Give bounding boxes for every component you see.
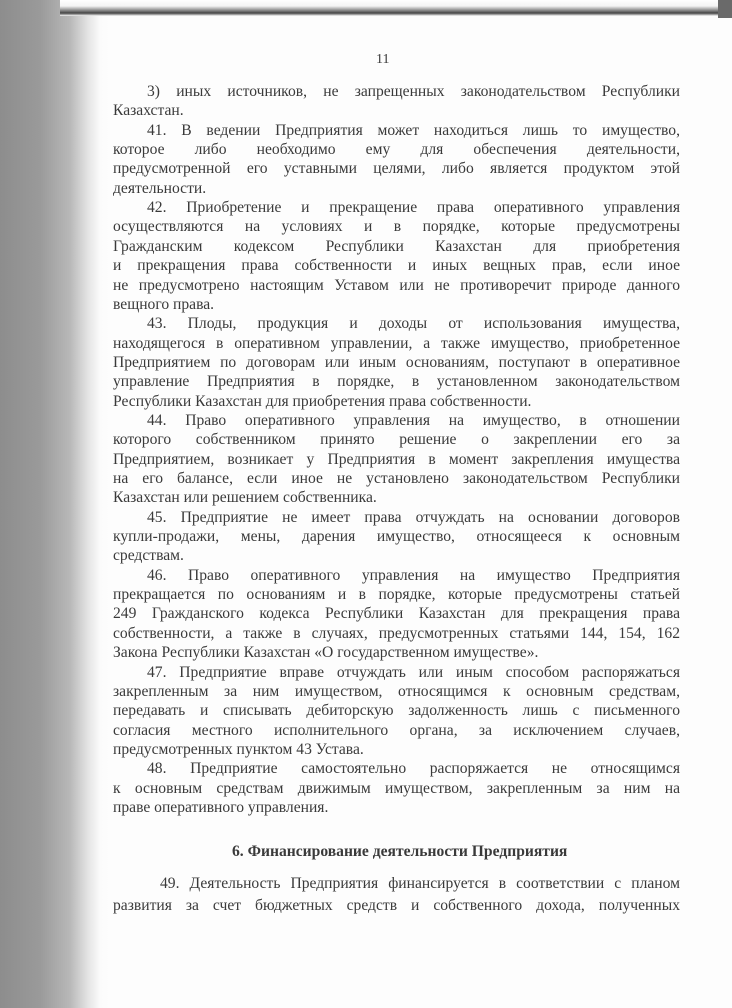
text-line: на его балансе, если иное не установлено законодательством Республики xyxy=(113,470,680,487)
scan-shadow-left xyxy=(0,0,110,1008)
text-line: средствам. xyxy=(113,547,184,565)
text-line: Предприятием по договорам или иным основаниям, поступают в оперативное xyxy=(113,353,680,371)
text-line: вещного права. xyxy=(113,295,215,313)
text-line: деятельности. xyxy=(113,179,207,197)
text-line: 48. Предприятие самостоятельно распоряжается не относящимся xyxy=(147,760,680,778)
text-line: закрепленным за ним имуществом, относящимся к основным средствам, xyxy=(113,682,680,700)
page-number: 11 xyxy=(376,52,390,67)
text-line: собственности, а также в случаях, предусмотренных статьями 144, 154, 162 xyxy=(113,624,680,642)
text-line: 46. Право оперативного управления на имущество Предприятия xyxy=(147,566,680,584)
text-line: развития за счет бюджетных средств и собственного дохода, полученных xyxy=(113,897,680,914)
text-line: предусмотренных пунктом 43 Устава. xyxy=(113,740,364,758)
text-line: осуществляются на условиях и в порядке, которые предусмотрены xyxy=(113,218,680,236)
text-line: которого собственником принято решение о закреплении его за xyxy=(113,431,680,449)
text-line: 249 Гражданского кодекса Республики Казахстан для прекращения права xyxy=(113,605,680,623)
text-line: Закона Республики Казахстан «О государственном имуществе». xyxy=(113,644,539,662)
text-line: 49. Деятельность Предприятия финансируется в соответствии с планом xyxy=(160,875,680,892)
text-line: передавать и списывать дебиторскую задолженность лишь с письменного xyxy=(113,702,680,720)
text-line: управление Предприятия в порядке, в установленном законодательством xyxy=(113,373,680,391)
text-line: Казахстан. xyxy=(113,102,184,120)
text-line: Казахстан или решением собственника. xyxy=(113,489,377,507)
text-line: Предприятием, возникает у Предприятия в момент закрепления имущества xyxy=(113,450,680,468)
text-line: Республики Казахстан для приобретения права собственности. xyxy=(113,392,532,410)
text-line: не предусмотрено настоящим Уставом или не противоречит природе данного xyxy=(113,276,680,294)
text-line: 45. Предприятие не имеет права отчуждать на основании договоров xyxy=(147,508,680,526)
text-line: праве оперативного управления. xyxy=(113,798,329,816)
text-line: 41. В ведении Предприятия может находиться лишь то имущество, xyxy=(147,121,680,139)
scan-corner-top-right xyxy=(718,0,732,18)
scan-edge-top xyxy=(60,0,732,16)
text-line: Гражданским кодексом Республики Казахстан для приобретения xyxy=(113,237,680,255)
section-heading: 6. Финансирование деятельности Предприятия xyxy=(232,843,568,860)
text-line: 3) иных источников, не запрещенных законодательством Республики xyxy=(147,83,680,100)
text-line: 43. Плоды, продукция и доходы от использования имущества, xyxy=(147,315,680,333)
text-line: и прекращения права собственности и иных вещных прав, если иное xyxy=(113,257,680,275)
text-line: предусмотренной его уставными целями, либо является продуктом этой xyxy=(113,160,680,178)
text-line: прекращается по основаниям и в порядке, которые предусмотрены статьей xyxy=(113,586,680,604)
text-line: согласия местного исполнительного органа, за исключением случаев, xyxy=(113,721,680,739)
text-line: купли-продажи, мены, дарения имущество, относящееся к основным xyxy=(113,528,680,546)
text-line: находящегося в оперативном управлении, а также имущество, приобретенное xyxy=(113,334,680,352)
text-line: которое либо необходимо ему для обеспечения деятельности, xyxy=(113,141,680,159)
text-line: к основным средствам движимым имуществом, закрепленным за ним на xyxy=(113,779,680,797)
text-line: 42. Приобретение и прекращение права оперативного управления xyxy=(147,199,680,217)
text-line: 44. Право оперативного управления на имущество, в отношении xyxy=(147,411,680,429)
text-line: 47. Предприятие вправе отчуждать или иным способом распоряжаться xyxy=(147,663,680,681)
